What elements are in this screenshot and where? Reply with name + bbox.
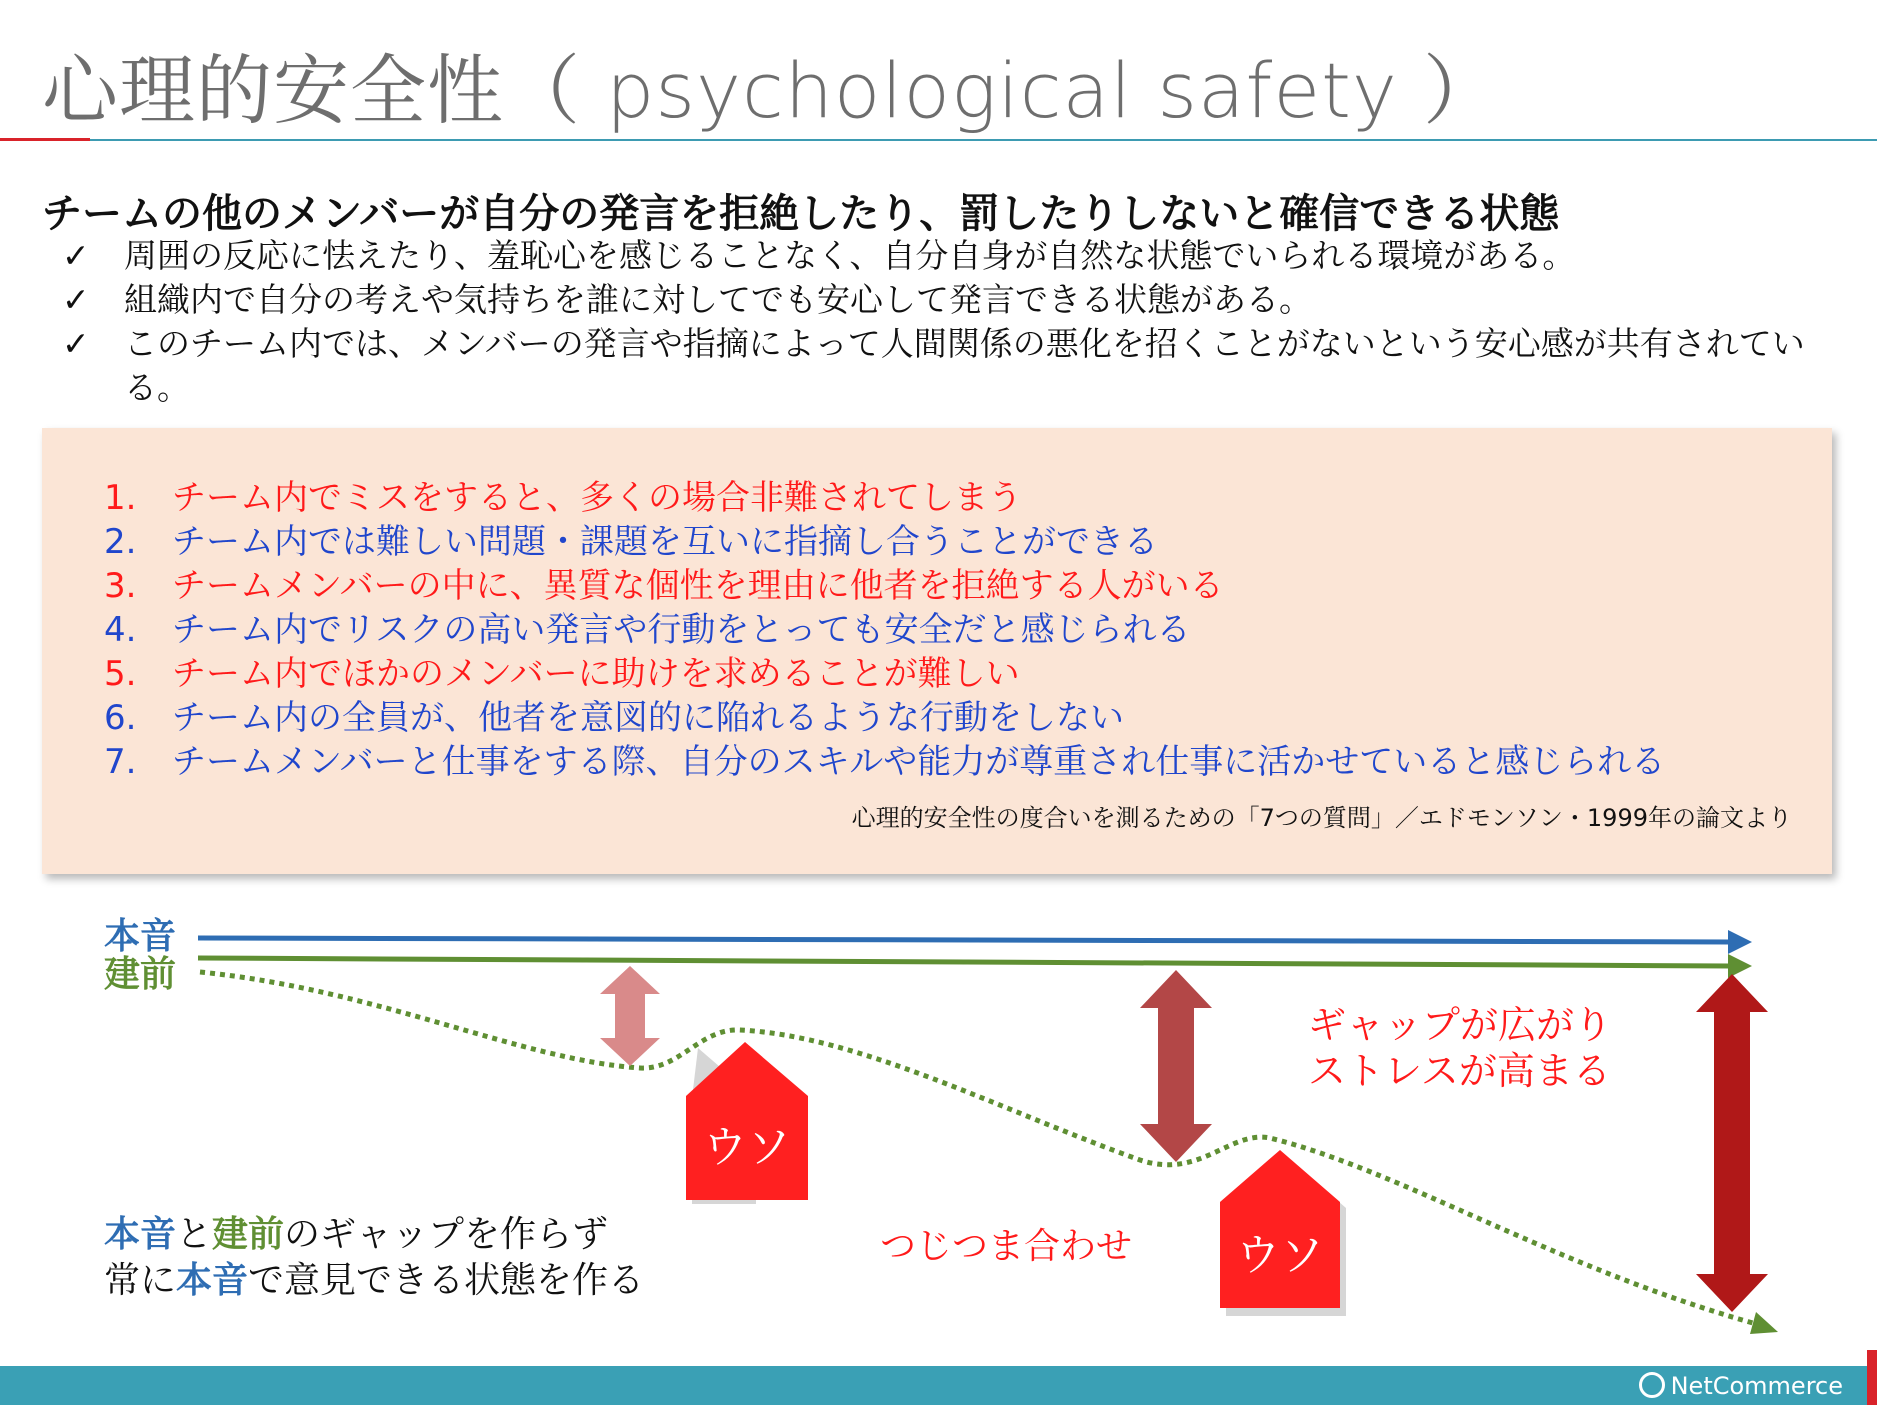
question-text: チーム内では難しい問題・課題を互いに指摘し合うことができる	[172, 522, 1158, 562]
message-text: と	[176, 1214, 213, 1255]
seven-questions-panel	[42, 428, 1832, 874]
lie-label-1: ウソ	[703, 1122, 791, 1173]
netcommerce-logo	[1639, 1372, 1843, 1400]
honne-word: 本音	[104, 1214, 177, 1255]
tsujitsuma-caption: つじつま合わせ	[880, 1226, 1133, 1267]
headline: チームの他のメンバーが自分の発言を拒絶したり、罰したりしないと確信できる状態	[42, 191, 1560, 237]
message-text: で意見できる状態を作る	[248, 1260, 645, 1301]
message-text: 常に	[104, 1260, 177, 1301]
question-number: 2.	[104, 522, 137, 562]
question-item	[104, 476, 1665, 520]
tatemae-line	[198, 958, 1730, 966]
definition-text: このチーム内では、メンバーの発言や指摘によって人間関係の悪化を招くことがないという安心感が共有されている。	[124, 324, 1805, 407]
question-text: チーム内の全員が、他者を意図的に陥れるような行動をしない	[172, 698, 1124, 738]
question-text: チーム内でミスをすると、多くの場合非難されてしまう	[172, 478, 1022, 518]
question-text: チームメンバーの中に、異質な個性を理由に他者を拒絶する人がいる	[172, 566, 1224, 606]
question-list	[104, 476, 1665, 784]
question-number: 1.	[104, 478, 137, 518]
question-item	[104, 564, 1665, 608]
gap-caption-line: ギャップが広がり	[1308, 1003, 1613, 1047]
question-number: 5.	[104, 654, 137, 694]
key-message-line	[104, 1212, 644, 1258]
question-text: チーム内でリスクの高い発言や行動をとっても安全だと感じられる	[172, 610, 1191, 650]
gap-arrow-large	[1696, 974, 1768, 1312]
question-number: 6.	[104, 698, 137, 738]
honne-label: 本音	[104, 916, 177, 957]
question-item	[104, 608, 1665, 652]
gap-arrow-medium	[1140, 970, 1212, 1162]
check-icon: ✓	[62, 280, 90, 319]
definition-text: 組織内で自分の考えや気持ちを誰に対してでも安心して発言できる状態がある。	[124, 280, 1312, 319]
gap-caption-line: ストレスが高まる	[1308, 1049, 1611, 1093]
honne-arrowhead-icon	[1728, 930, 1752, 954]
question-item	[104, 740, 1665, 784]
check-icon: ✓	[62, 236, 90, 275]
question-number: 7.	[104, 742, 137, 782]
question-text: チーム内でほかのメンバーに助けを求めることが難しい	[172, 654, 1020, 694]
lie-label-2: ウソ	[1236, 1230, 1324, 1281]
reality-arrowhead-icon	[1750, 1312, 1778, 1334]
question-item	[104, 520, 1665, 564]
honne-line	[198, 938, 1730, 942]
key-message	[104, 1212, 644, 1304]
definition-text: 周囲の反応に怯えたり、羞恥心を感じることなく、自分自身が自然な状態でいられる環境がある。	[124, 236, 1576, 275]
source-citation: 心理的安全性の度合いを測るための「7つの質問」／エドモンソン・1999年の論文より	[851, 804, 1792, 832]
honne-word: 本音	[176, 1260, 249, 1301]
question-number: 3.	[104, 566, 137, 606]
message-text: のギャップを作らず	[284, 1214, 609, 1255]
title-rule	[90, 139, 1877, 141]
definition-item	[62, 234, 1842, 278]
question-item	[104, 652, 1665, 696]
question-number: 4.	[104, 610, 137, 650]
tatemae-label: 建前	[104, 954, 177, 995]
check-icon: ✓	[62, 324, 90, 363]
question-text: チームメンバーと仕事をする際、自分のスキルや能力が尊重され仕事に活かせていると感じられる	[172, 742, 1666, 782]
footer-bar	[0, 1366, 1877, 1405]
gap-caption	[1308, 1002, 1612, 1094]
definition-item	[62, 322, 1842, 410]
footer-accent	[1867, 1350, 1877, 1405]
tatemae-word: 建前	[212, 1214, 285, 1255]
slide-title: 心理的安全性（ psychological safety ）	[42, 46, 1501, 135]
title-rule-accent	[0, 138, 90, 141]
gap-arrow-small	[600, 966, 660, 1066]
question-item	[104, 696, 1665, 740]
tatemae-arrowhead-icon	[1728, 954, 1752, 978]
key-message-line	[104, 1258, 644, 1304]
netcommerce-logo-icon	[1639, 1372, 1665, 1398]
logo-text: NetCommerce	[1670, 1372, 1843, 1400]
definition-list	[62, 234, 1842, 410]
definition-item	[62, 278, 1842, 322]
